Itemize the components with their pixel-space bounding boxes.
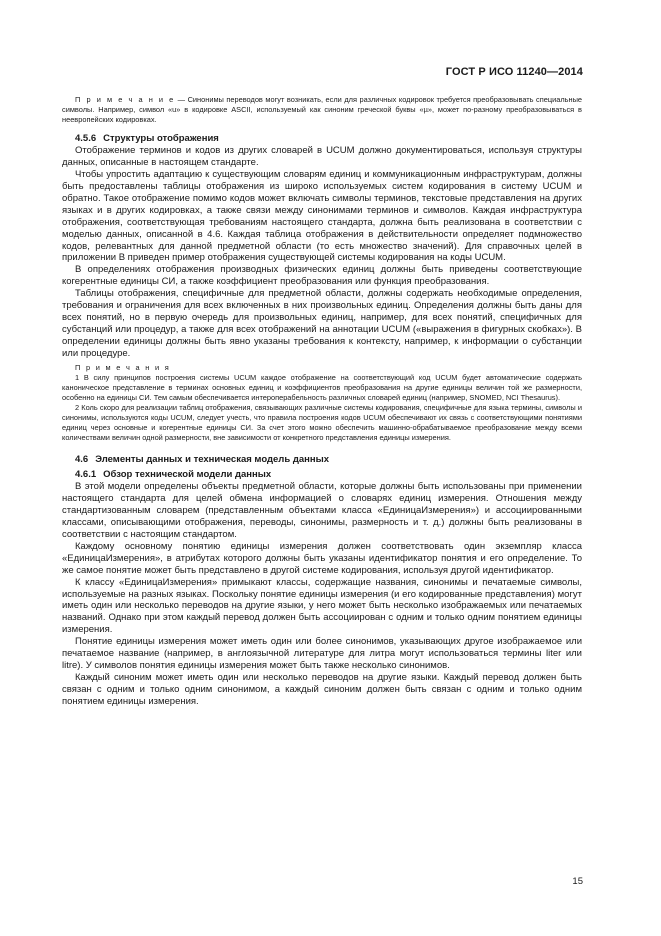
paragraph: Отображение терминов и кодов из других словарей в UCUM должно документироваться, используя структуры данных, описанные в настоящем стандарте. — [62, 145, 582, 169]
paragraph: Каждый синоним может иметь один или несколько переводов на другие языки. Каждый перевод должен быть связан с одним и только одним синонимом, а каждый синоним должен быть связан с одним и только одним понятием единицы измерения. — [62, 671, 582, 707]
standard-header: ГОСТ Р ИСО 11240—2014 — [445, 66, 583, 78]
note-label: П р и м е ч а н и е — [75, 95, 176, 104]
note-text: — Синонимы переводов могут возникать, если для различных кодировок требуется преобразовывать специальные символы. Например, символ «u» в кодировке ASCII, используемый как синоним греческой буквы «µ», может по-разному преобразовываться в неевропейских кодировках. — [62, 95, 583, 125]
paragraph: В этой модели определены объекты предметной области, которые должны быть использованы при применении настоящего стандарта для целей обмена информацией о словарях единиц измерения. Отношения между стандартизованным словарем (представленным объектами класса «ЕдиницаИзмерения») и ассоциированными классами, описывающими отображения, переводы, синонимы, размерность и т. д.) должны быть реализованы в соответствии с настоящим стандартом. — [62, 481, 582, 540]
paragraph: К классу «ЕдиницаИзмерения» примыкают классы, содержащие названия, синонимы и печатаемые символы, используемые на разных языках. Поскольку понятие единицы измерения (и его кодированные представления) могут иметь один или несколько переводов на другие языки, у него может быть несколько изображаемых или печатаемых названий. Однако при этом каждый перевод должен быть ассоциирован с одним и только одним понятием единицы измерения. — [62, 576, 582, 636]
paragraph: Понятие единицы измерения может иметь один или более синонимов, указывающих другое изображаемое или печатаемое название (например, в англоязычной литературе для литра могут использоваться термины liter или litre). У символов понятия единицы измерения может быть также несколько синонимов. — [62, 636, 582, 671]
section-number: 4.5.6 — [75, 133, 97, 145]
page-content — [62, 95, 582, 708]
section-title: Элементы данных и техническая модель данных — [95, 454, 330, 466]
note-translation-synonyms — [62, 95, 582, 125]
paragraph: Каждому основному понятию единицы измерения должен соответствовать один экземпляр класса «ЕдиницаИзмерения», в атрибутах которого должны быть указаны идентификатор понятия и его определение. То же самое понятие может быть представлено в другой системе кодирования, используя другой идентификатор. — [62, 540, 582, 576]
paragraph: Таблицы отображения, специфичные для предметной области, должны содержать необходимые определения, требования и ограничения для всех включенных в них произвольных единиц. Определения должны быть даны для всех понятий, но в первую очередь для произвольных единиц, например, для всех понятий, специфичных для субстанций или процедур, а также для всех отображений на аннотации UCUM («выражения в фигурных скобках»). В определении единицы должны быть явно указаны требования к контексту, например, к информации о субстанции или процедуре. — [62, 288, 582, 359]
paragraph: Чтобы упростить адаптацию к существующим словарям единиц и коммуникационным инфраструктурам, должны быть предоставлены таблицы отображения из широко используемых систем кодирования в систему UCUM и обратно. Такое отображение помимо кодов может включать символы терминов, текстовые представления на других языках и в других кодировках, а также связи между синонимами терминов и символов. Каждая инфраструктура отображения, соответствующая требованиям настоящего стандарта, должна быть реализована в соответствии с моделью данных, описанной в 4.6. Каждая таблица отображения в действительности определяет подмножество кодов, релевантных для данной предметной области (то есть множество значений). Для справочных целей в приложении В приведен пример отображения существующей системы кодирования на коды UCUM. — [62, 169, 582, 264]
section-number: 4.6.1 — [75, 469, 97, 481]
section-heading-4-6-1 — [62, 469, 582, 481]
section-title: Структуры отображения — [103, 133, 219, 145]
paragraph: В определениях отображения производных физических единиц должны быть приведены соответствующие когерентные единицы СИ, а также коэффициент преобразования или функция преобразования. — [62, 264, 582, 288]
section-number: 4.6 — [75, 454, 89, 466]
page-number: 15 — [572, 876, 583, 887]
section-heading-4-5-6 — [62, 133, 582, 145]
section-heading-4-6 — [62, 454, 582, 466]
notes-heading: П р и м е ч а н и я — [75, 362, 171, 372]
section-title: Обзор технической модели данных — [103, 469, 272, 481]
note-item: 2 Коль скоро для реализации таблиц отображения, связывающих различные системы кодирования, специфичные для языка термины, символы и синонимы, используются коды UCUM, следует учесть, что правила построения кодов UCUM обеспечивают их связь с соответствующими понятиями единиц через основные и когерентные единицы СИ. За счет этого можно обеспечить машинно-обрабатываемое преобразование между всеми количествами величин одной размерности, вне зависимости от конкретного представления единицы измерения. — [62, 402, 582, 443]
note-item: 1 В силу принципов построения системы UCUM каждое отображение на соответствующий код UCUM будет автоматические содержать каноническое представление в терминах основных единиц и коэффициентов преобразования на другие единицы величин той же размерности, особенно на единицы СИ. Тем самым обеспечивается интероперабельность различных словарей единиц (например, SNOMED, NCI Thesaurus). — [62, 372, 582, 402]
